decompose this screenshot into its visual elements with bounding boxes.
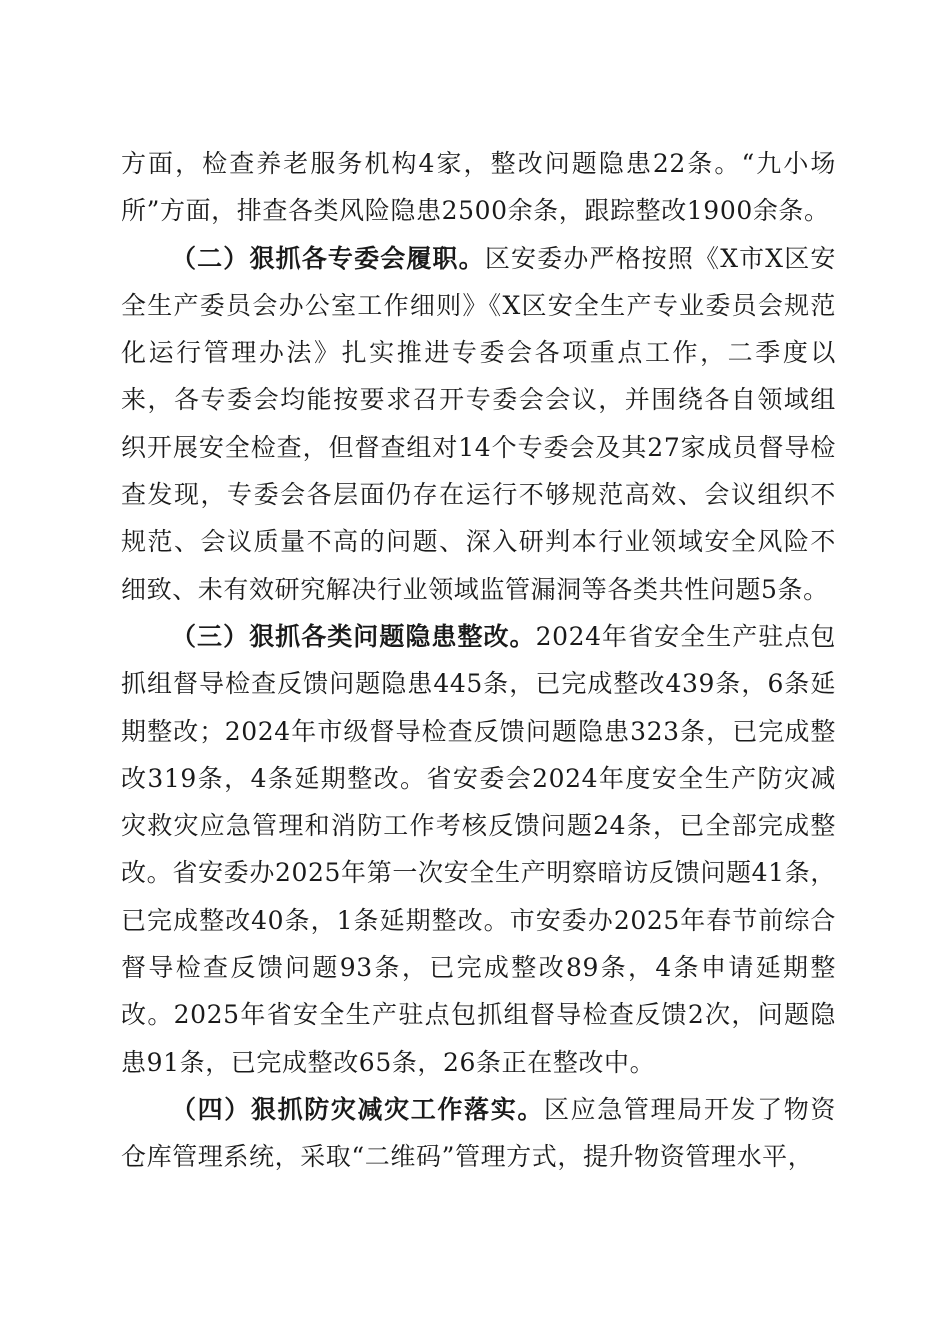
section-heading: （三）狠抓各类问题隐患整改。	[171, 621, 536, 651]
paragraph-text: 区安委办严格按照《X市X区安全生产委员会办公室工作细则》《X区安全生产专业委员会规范化运行管理办法》扎实推进专委会各项重点工作，二季度以来，各专委会均能按要求召开专委会会议，并围绕各自领域组织开展安全检查，但督查组对14个专委会及其27家成员督导检查发现，专委会各层面仍存在运行不够规范高效、会议组织不规范、会议质量不高的问题、深入研判本行业领域安全风险不细致、未有效研究解决行业领域监管漏洞等各类共性问题5条。	[121, 243, 836, 604]
paragraph-continuation	[121, 140, 836, 235]
section-heading: （二）狠抓各专委会履职。	[171, 243, 485, 273]
document-body	[121, 140, 836, 1181]
paragraph-section-3	[121, 613, 836, 1086]
paragraph-text: 区应急管理局开发了物资仓库管理系统，采取“二维码”管理方式，提升物资管理水平，	[121, 1094, 836, 1172]
paragraph-text: 2024年省安全生产驻点包抓组督导检查反馈问题隐患445条，已完成整改439条，6条延期整改；2024年市级督导检查反馈问题隐患323条，已完成整改319条，4条延期整改。省安委会2024年度安全生产防灾减灾救灾应急管理和消防工作考核反馈问题24条，已全部完成整改。省安委办2025年第一次安全生产明察暗访反馈问题41条，已完成整改40条，1条延期整改。市安委办2025年春节前综合督导检查反馈问题93条，已完成整改89条，4条申请延期整改。2025年省安全生产驻点包抓组督导检查反馈2次，问题隐患91条，已完成整改65条，26条正在整改中。	[121, 621, 836, 1077]
paragraph-section-2	[121, 235, 836, 613]
paragraph-text: 方面，检查养老服务机构4家，整改问题隐患22条。“九小场所”方面，排查各类风险隐患2500余条，跟踪整改1900余条。	[121, 149, 836, 226]
section-heading: （四）狠抓防灾减灾工作落实。	[171, 1094, 544, 1124]
paragraph-section-4	[121, 1086, 836, 1181]
